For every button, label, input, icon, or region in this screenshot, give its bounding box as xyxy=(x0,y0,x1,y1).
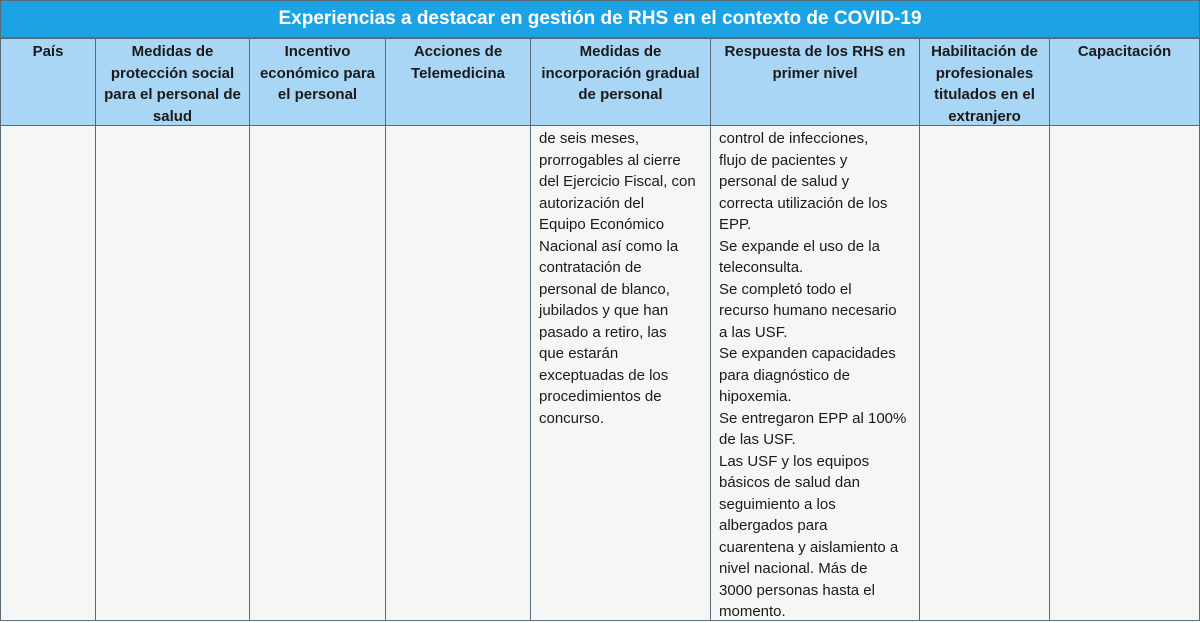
header-respuesta-primer-nivel: Respuesta de los RHS en primer nivel xyxy=(711,38,919,126)
header-habilitacion: Habilitación de profesionales titulados en el extranjero xyxy=(920,38,1049,126)
column-telemedicina xyxy=(385,38,530,621)
header-proteccion-social: Medidas de protección social para el personal de salud xyxy=(96,38,249,126)
column-capacitacion xyxy=(1049,38,1200,621)
header-pais: País xyxy=(1,38,95,126)
column-habilitacion xyxy=(919,38,1049,621)
column-proteccion-social xyxy=(95,38,249,621)
cell-telemedicina xyxy=(386,126,530,621)
table-title: Experiencias a destacar en gestión de RHS en el contexto de COVID-19 xyxy=(0,0,1200,38)
column-incorporacion-gradual xyxy=(530,38,710,621)
cell-proteccion-social xyxy=(96,126,249,621)
cell-respuesta-primer-nivel: control de infecciones, flujo de pacientes y personal de salud y correcta utilización de los EPP. Se expande el uso de la teleconsulta. Se completó todo el recurso humano necesario a las USF. Se expanden capacidades para diagnóstico de hipoxemia. Se entregaron EPP al 100% de las USF. Las USF y los equipos básicos de salud dan seguimiento a los albergados para cuarentena y aislamiento a nivel nacional. Más de 3000 personas hasta el momento. xyxy=(711,126,919,621)
column-pais xyxy=(0,38,95,621)
header-capacitacion: Capacitación xyxy=(1050,38,1199,126)
header-telemedicina: Acciones de Telemedicina xyxy=(386,38,530,126)
header-incentivo: Incentivo económico para el personal xyxy=(250,38,385,126)
column-incentivo xyxy=(249,38,385,621)
cell-pais xyxy=(1,126,95,621)
cell-incorporacion-gradual: de seis meses, prorrogables al cierre del Ejercicio Fiscal, con autorización del Equipo Económico Nacional así como la contratación de personal de blanco, jubilados y que han pasado a retiro, las que estarán exceptuadas de los procedimientos de concurso. xyxy=(531,126,710,621)
header-incorporacion-gradual: Medidas de incorporación gradual de personal xyxy=(531,38,710,126)
cell-capacitacion xyxy=(1050,126,1199,621)
cell-incentivo xyxy=(250,126,385,621)
column-respuesta-primer-nivel xyxy=(710,38,919,621)
cell-habilitacion xyxy=(920,126,1049,621)
